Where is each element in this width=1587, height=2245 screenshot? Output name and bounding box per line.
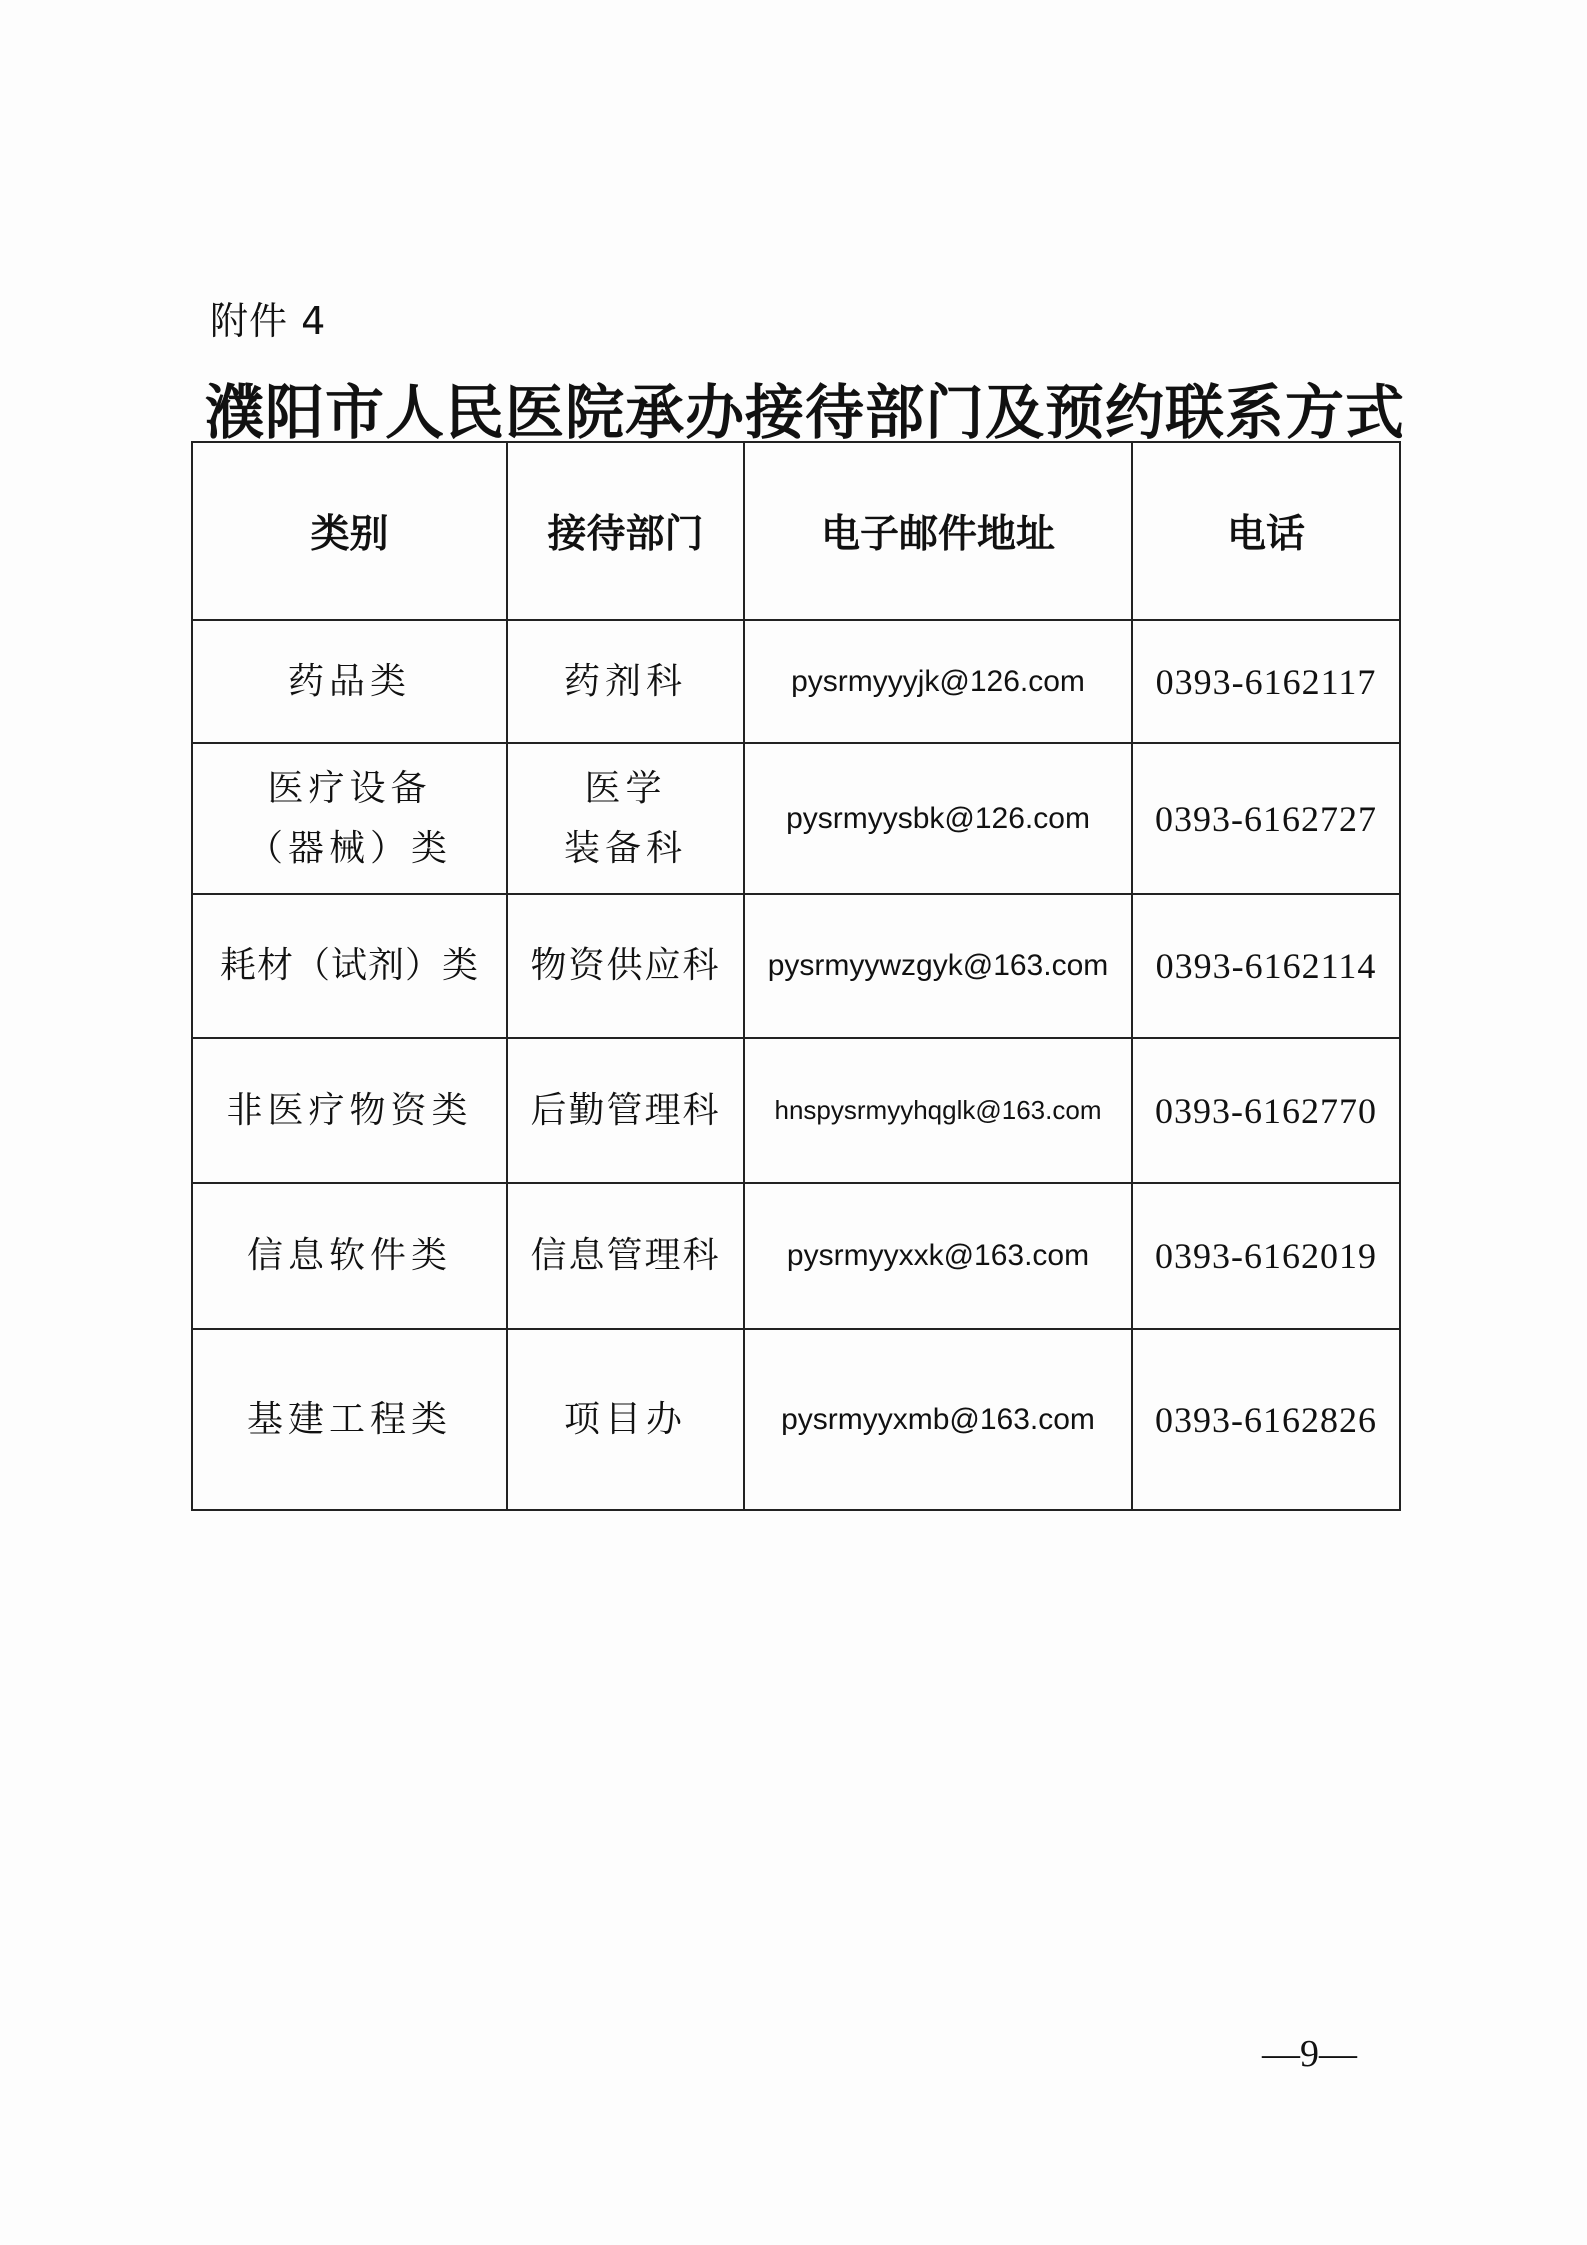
- category-cell: [192, 1183, 507, 1329]
- department-cell: [507, 1183, 744, 1329]
- email-cell: pysrmyywzgyk@163.com: [744, 894, 1132, 1038]
- header-category: 类别: [192, 442, 507, 620]
- email-cell: pysrmyysbk@126.com: [744, 743, 1132, 894]
- phone-cell: 0393-6162117: [1132, 620, 1400, 743]
- department-text: 医学: [584, 767, 667, 809]
- category-text: （器械）类: [246, 827, 452, 869]
- document-title: 濮阳市人民医院承办接待部门及预约联系方式: [205, 378, 1406, 447]
- category-text: 信息软件类: [246, 1235, 452, 1276]
- table-row: [192, 1329, 1400, 1510]
- phone-cell: 0393-6162019: [1132, 1183, 1400, 1329]
- email-cell: pysrmyyxmb@163.com: [744, 1329, 1132, 1510]
- department-text: 药剂科: [563, 660, 687, 702]
- category-text: 非医疗物资类: [226, 1089, 473, 1131]
- department-cell: [507, 620, 744, 743]
- page-number: —9—: [1262, 2033, 1357, 2075]
- department-text: 装备科: [563, 827, 687, 869]
- header-department: 接待部门: [507, 442, 744, 620]
- table-row: [192, 620, 1400, 743]
- category-text: 基建工程类: [246, 1398, 452, 1440]
- table-row: [192, 1183, 1400, 1329]
- category-cell: [192, 1329, 507, 1510]
- category-cell: [192, 1038, 507, 1183]
- department-text: 物资供应科: [530, 945, 721, 986]
- category-cell: [192, 894, 507, 1038]
- table-row: [192, 743, 1400, 894]
- header-phone: 电话: [1132, 442, 1400, 620]
- category-cell: [192, 620, 507, 743]
- category-text: 耗材（试剂）类: [219, 945, 479, 986]
- contact-table: [191, 441, 1401, 1511]
- phone-cell: 0393-6162770: [1132, 1038, 1400, 1183]
- category-text: 医疗设备: [267, 767, 432, 809]
- phone-cell: 0393-6162114: [1132, 894, 1400, 1038]
- email-cell: pysrmyyyjk@126.com: [744, 620, 1132, 743]
- category-cell: [192, 743, 507, 894]
- header-email: 电子邮件地址: [744, 442, 1132, 620]
- attachment-label: 附件 4: [210, 299, 327, 343]
- department-cell: [507, 894, 744, 1038]
- department-cell: [507, 1038, 744, 1183]
- department-text: 后勤管理科: [530, 1089, 721, 1131]
- department-text: 项目办: [563, 1398, 687, 1440]
- phone-cell: 0393-6162826: [1132, 1329, 1400, 1510]
- department-cell: [507, 1329, 744, 1510]
- table-row: [192, 1038, 1400, 1183]
- table-header-row: [192, 442, 1400, 620]
- email-cell: pysrmyyxxk@163.com: [744, 1183, 1132, 1329]
- department-text: 信息管理科: [530, 1235, 721, 1276]
- category-text: 药品类: [287, 660, 411, 702]
- department-cell: [507, 743, 744, 894]
- phone-cell: 0393-6162727: [1132, 743, 1400, 894]
- table-row: [192, 894, 1400, 1038]
- email-cell: hnspysrmyyhqglk@163.com: [744, 1038, 1132, 1183]
